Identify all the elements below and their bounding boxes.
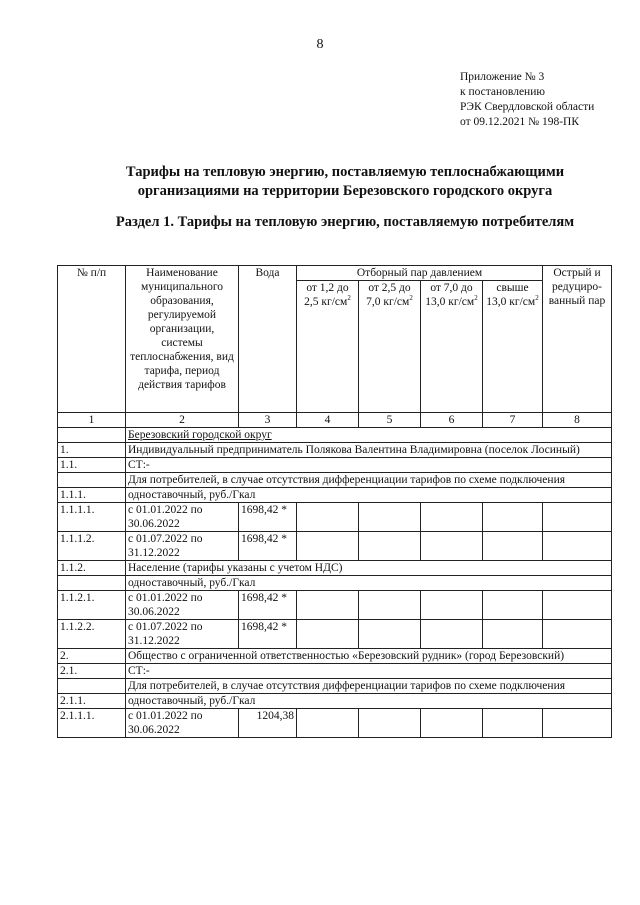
row-num: 2.1. <box>58 664 126 679</box>
title-line: организациями на территории Березовского городского округа <box>137 183 553 199</box>
header-steam-1: от 1,2 до 2,5 $кг/см^2$ <box>297 281 359 413</box>
table-row <box>58 679 612 694</box>
table-row <box>58 488 612 503</box>
row-num: 1.1.1.1. <box>58 503 126 532</box>
header-steam-group: Отборный пар давлением <box>297 266 543 281</box>
row-period: с 01.01.2022 по 30.06.2022 <box>126 591 239 620</box>
table-row <box>58 473 612 488</box>
row-water-value: 1698,42 * <box>239 532 297 561</box>
header-water: Вода <box>239 266 297 413</box>
row-num: 1.1.2.2. <box>58 620 126 649</box>
district-name: Березовский городской округ <box>126 428 612 443</box>
row-text: одноставочный, руб./Гкал <box>126 694 612 709</box>
appendix-block <box>460 70 594 130</box>
appendix-line: РЭК Свердловской области <box>460 101 595 113</box>
row-num: 1.1.2.1. <box>58 591 126 620</box>
row-num: 1.1.1. <box>58 488 126 503</box>
table-row <box>58 503 612 532</box>
row-water-value: 1204,38 <box>239 709 297 738</box>
document-title <box>0 163 640 201</box>
row-num: 1.1. <box>58 458 126 473</box>
table-row <box>58 576 612 591</box>
col-number: 8 <box>543 413 612 428</box>
row-text: одноставочный, руб./Гкал <box>126 576 612 591</box>
row-period: с 01.01.2022 по 30.06.2022 <box>126 709 239 738</box>
table-row <box>58 458 612 473</box>
row-water-value: 1698,42 * <box>239 620 297 649</box>
header-steam-2: от 2,5 до 7,0 $кг/см^2$ <box>359 281 421 413</box>
table-row <box>58 709 612 738</box>
row-text: одноставочный, руб./Гкал <box>126 488 612 503</box>
col-number: 7 <box>483 413 543 428</box>
title-line: Тарифы на тепловую энергию, поставляемую теплоснабжающими <box>125 164 565 180</box>
header-steam-3: от 7,0 до 13,0 $кг/см^2$ <box>421 281 483 413</box>
row-num: 2. <box>58 649 126 664</box>
header-num: № п/п <box>58 266 126 413</box>
row-num: 2.1.1. <box>58 694 126 709</box>
table-row <box>58 620 612 649</box>
row-text: СТ:- <box>126 458 612 473</box>
table-row <box>58 428 612 443</box>
row-text: СТ:- <box>126 664 612 679</box>
row-num: 1.1.2. <box>58 561 126 576</box>
row-text: Индивидуальный предприниматель Полякова Валентина Владимировна (поселок Лосиный) <box>126 443 612 458</box>
row-text: Для потребителей, в случае отсутствия дифференциации тарифов по схеме подключения <box>126 473 612 488</box>
row-period: с 01.07.2022 по 31.12.2022 <box>126 532 239 561</box>
col-number: 1 <box>58 413 126 428</box>
table-row <box>58 532 612 561</box>
appendix-line: от 09.12.2021 № 198-ПК <box>460 116 580 128</box>
page-number: 8 <box>316 37 324 52</box>
table-row <box>58 591 612 620</box>
table-row <box>58 694 612 709</box>
row-text: Общество с ограниченной ответственностью «Березовский рудник» (город Березовский) <box>126 649 612 664</box>
row-text: Для потребителей, в случае отсутствия дифференциации тарифов по схеме подключения <box>126 679 612 694</box>
table-row <box>58 664 612 679</box>
row-text: Население (тарифы указаны с учетом НДС) <box>126 561 612 576</box>
table-row <box>58 561 612 576</box>
col-number: 2 <box>126 413 239 428</box>
row-num: 1. <box>58 443 126 458</box>
col-number: 5 <box>359 413 421 428</box>
tariff-table <box>57 265 612 738</box>
header-live-steam: Острый и редуциро-ванный пар <box>543 266 612 413</box>
table-row <box>58 443 612 458</box>
table-row <box>58 649 612 664</box>
appendix-line: Приложение № 3 <box>460 71 545 83</box>
header-org: Наименование муниципального образования, регулируемой организации, системы теплоснабжения, вид тарифа, период действия тарифов <box>126 266 239 413</box>
col-number: 4 <box>297 413 359 428</box>
row-water-value: 1698,42 * <box>239 503 297 532</box>
col-number: 6 <box>421 413 483 428</box>
row-period: с 01.07.2022 по 31.12.2022 <box>126 620 239 649</box>
col-number: 3 <box>239 413 297 428</box>
row-water-value: 1698,42 * <box>239 591 297 620</box>
appendix-line: к постановлению <box>460 86 545 98</box>
row-num: 2.1.1.1. <box>58 709 126 738</box>
row-period: с 01.01.2022 по 30.06.2022 <box>126 503 239 532</box>
section-title: Раздел 1. Тарифы на тепловую энергию, поставляемую потребителям <box>115 214 575 230</box>
row-num: 1.1.1.2. <box>58 532 126 561</box>
header-steam-4: свыше 13,0 $кг/см^2$ <box>483 281 543 413</box>
